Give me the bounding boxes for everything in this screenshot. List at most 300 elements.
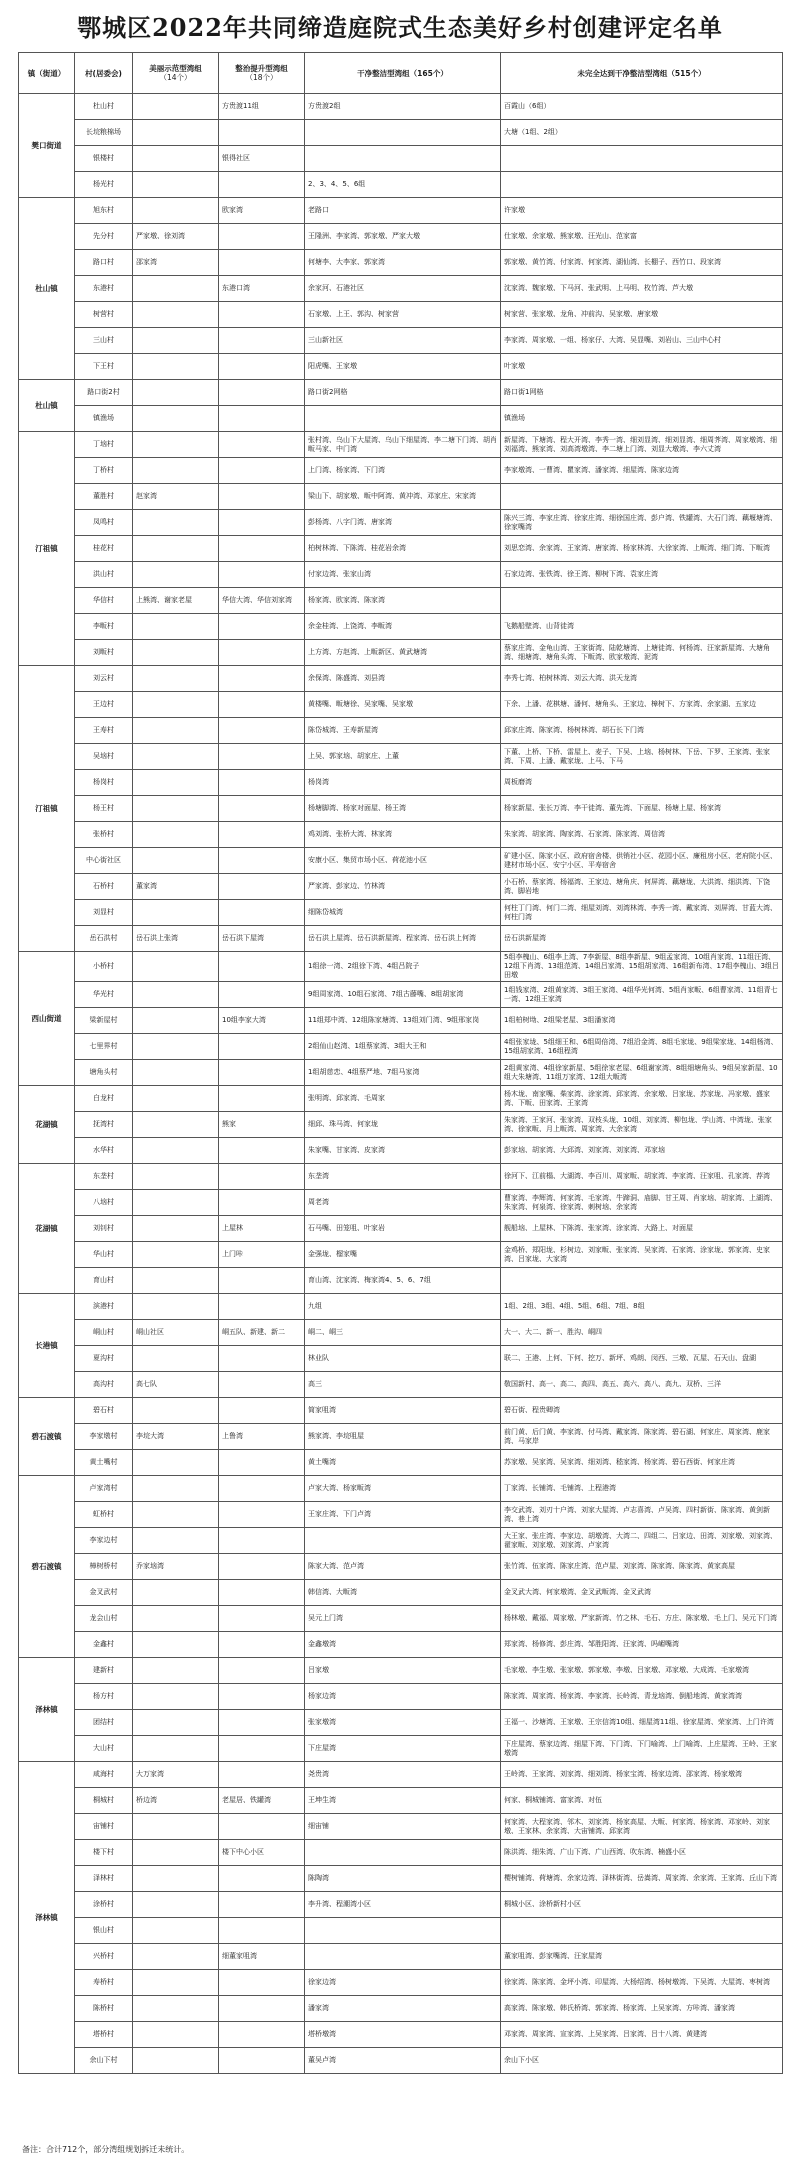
clean-type-cell: 付家边湾、张家山湾: [305, 562, 501, 588]
upgrade-type-cell: 老屋居、铁罐湾: [219, 1788, 305, 1814]
footnote: 备注：合计712个，部分湾组规划拆迁未统计。: [22, 2145, 190, 2154]
demo-type-cell: [133, 1736, 219, 1762]
table-row: [19, 848, 783, 874]
town-cell: 汀祖镇: [19, 432, 75, 666]
village-cell: 东港村: [75, 276, 133, 302]
table-row: [19, 1788, 783, 1814]
not-clean-type-cell: 下庄屋湾、蔡家边湾、细屋下湾、下门湾、下门喻湾、上门喻湾、上庄屋湾、王岭、王家墩湾: [501, 1736, 783, 1762]
village-cell: 吴垴村: [75, 744, 133, 770]
page-title: 鄂城区2022年共同缔造庭院式生态美好乡村创建评定名单: [77, 13, 723, 42]
table-row: [19, 692, 783, 718]
upgrade-type-cell: [219, 666, 305, 692]
village-cell: 黄土嘴村: [75, 1450, 133, 1476]
village-cell: 华光村: [75, 982, 133, 1008]
table-row: [19, 1970, 783, 1996]
not-clean-type-cell: 何家湾、大程家湾、邻木、刘家湾、杨家高屋、大畈、何家湾、杨家湾、邓家岭、刘家墩、王家林、余家湾、大宙铺湾、邱家湾: [501, 1814, 783, 1840]
table-row: [19, 406, 783, 432]
not-clean-type-cell: 岳石洪新屋湾: [501, 926, 783, 952]
demo-type-cell: 岳石洪上张湾: [133, 926, 219, 952]
table-row: [19, 302, 783, 328]
table-row: [19, 1294, 783, 1320]
not-clean-type-cell: 金叉武大湾、何家墩湾、金叉武畈湾、金叉武湾: [501, 1580, 783, 1606]
upgrade-type-cell: [219, 692, 305, 718]
not-clean-type-cell: 郑家湾、杨修湾、彭庄湾、邹胜阳湾、汪家湾、吗嵋嘴湾: [501, 1632, 783, 1658]
demo-type-cell: [133, 1606, 219, 1632]
upgrade-type-cell: [219, 1762, 305, 1788]
demo-type-cell: [133, 1996, 219, 2022]
not-clean-type-cell: [501, 484, 783, 510]
village-cell: 中心街社区: [75, 848, 133, 874]
clean-type-cell: [305, 1528, 501, 1554]
town-cell: 花湖镇: [19, 1086, 75, 1164]
demo-type-cell: [133, 1034, 219, 1060]
town-cell: 西山街道: [19, 952, 75, 1086]
table-body: [19, 94, 783, 2074]
table-row: [19, 562, 783, 588]
demo-type-cell: [133, 1476, 219, 1502]
clean-type-cell: 潘家湾: [305, 1996, 501, 2022]
clean-type-cell: 张家墩湾: [305, 1710, 501, 1736]
village-cell: 路口街2村: [75, 380, 133, 406]
upgrade-type-cell: [219, 1502, 305, 1528]
village-cell: 华信村: [75, 588, 133, 614]
village-cell: 杨王村: [75, 796, 133, 822]
upgrade-type-cell: [219, 380, 305, 406]
not-clean-type-cell: 陈兴三湾、李家庄湾、徐家庄湾、细徐国庄湾、彭户湾、铁罐湾、大石门湾、藕堰塘湾、徐家嘴湾: [501, 510, 783, 536]
clean-type-cell: 三山新社区: [305, 328, 501, 354]
village-cell: 泽林村: [75, 1866, 133, 1892]
clean-type-cell: 塔桥墩湾: [305, 2022, 501, 2048]
table-row: [19, 1632, 783, 1658]
upgrade-type-cell: 方贵渡11组: [219, 94, 305, 120]
clean-type-cell: 上吴、郭家垴、胡家庄、上董: [305, 744, 501, 770]
clean-type-cell: 梁山下、胡家墩、畈中阿湾、黄冲湾、邓家庄、宋家湾: [305, 484, 501, 510]
not-clean-type-cell: 杨林墩、戴福、周家墩、严家新湾、竹之林、毛石、方庄、陈家墩、毛上门、吴元下门湾: [501, 1606, 783, 1632]
village-cell: 洪山村: [75, 562, 133, 588]
not-clean-type-cell: 路口街1网格: [501, 380, 783, 406]
table-row: [19, 1034, 783, 1060]
table-row: [19, 1112, 783, 1138]
village-cell: 三山村: [75, 328, 133, 354]
not-clean-type-cell: 李家墩湾、一曹湾、瞿家湾、潘家湾、细屋湾、陈家边湾: [501, 458, 783, 484]
clean-type-cell: 上方湾、方赵湾、上畈新区、黄武塘湾: [305, 640, 501, 666]
village-cell: 镇渔场: [75, 406, 133, 432]
clean-type-cell: 熊家湾、李垸咀屋: [305, 1424, 501, 1450]
village-cell: 余山下村: [75, 2048, 133, 2074]
village-cell: 桐城村: [75, 1788, 133, 1814]
not-clean-type-cell: 李家湾、周家墩、一组、杨家仔、大湾、吴显嘴、刘岩山、三山中心村: [501, 328, 783, 354]
upgrade-type-cell: [219, 250, 305, 276]
demo-type-cell: [133, 1814, 219, 1840]
not-clean-type-cell: 蔡家庄湾、金龟山湾、王家街湾、陆乾塘湾、上塘徒湾、何杨湾、汪家新屋湾、大塘角湾、细塘湾、塘角头湾、下畈湾、欧家墩湾、泥湾: [501, 640, 783, 666]
table-row: [19, 1762, 783, 1788]
upgrade-type-cell: [219, 510, 305, 536]
clean-type-cell: [305, 120, 501, 146]
demo-type-cell: [133, 848, 219, 874]
demo-type-cell: [133, 302, 219, 328]
table-row: [19, 718, 783, 744]
table-row: [19, 614, 783, 640]
upgrade-type-cell: [219, 1528, 305, 1554]
clean-type-cell: [305, 406, 501, 432]
upgrade-type-cell: 岳石洪下屋湾: [219, 926, 305, 952]
upgrade-type-cell: [219, 1138, 305, 1164]
demo-type-cell: [133, 1346, 219, 1372]
clean-type-cell: 11组郑中湾、12组陈家塘湾、13组刘门湾、9组邢家岗: [305, 1008, 501, 1034]
demo-type-cell: [133, 952, 219, 982]
not-clean-type-cell: 邓家湾、周家湾、宣家湾、上吴家湾、吕家湾、吕十八湾、黄建湾: [501, 2022, 783, 2048]
table-row: [19, 1866, 783, 1892]
table-row: [19, 432, 783, 458]
demo-type-cell: 上熊湾、谢家老屋: [133, 588, 219, 614]
upgrade-type-cell: [219, 1970, 305, 1996]
upgrade-type-cell: 上鲁湾: [219, 1424, 305, 1450]
not-clean-type-cell: 何柱丁门湾、何门二湾、细屋刘湾、刘湾林湾、李秀一湾、戴家湾、刘屏湾、甘蓝大湾、何柱门湾: [501, 900, 783, 926]
clean-type-cell: 余金桂湾、上饶湾、李畈湾: [305, 614, 501, 640]
not-clean-type-cell: 朱家湾、王家河、张家湾、双枝头垅、10组、刘家湾、柳包垅、学山湾、中湾垅、张家湾、徐家畈、月上畈湾、周家湾、大余家湾: [501, 1112, 783, 1138]
village-cell: 金叉武村: [75, 1580, 133, 1606]
header-town: 镇（街道）: [19, 53, 75, 94]
table-row: [19, 1658, 783, 1684]
clean-type-cell: 鸡刘湾、张桥大湾、林家湾: [305, 822, 501, 848]
demo-type-cell: [133, 822, 219, 848]
clean-type-cell: 王隆洲、李家湾、郭家墩、严家大墩: [305, 224, 501, 250]
table-row: [19, 1502, 783, 1528]
upgrade-type-cell: 熊家: [219, 1112, 305, 1138]
table-header-row: [19, 53, 783, 94]
village-cell: 樟树桥村: [75, 1554, 133, 1580]
demo-type-cell: [133, 120, 219, 146]
demo-type-cell: [133, 1008, 219, 1034]
not-clean-type-cell: 大塘（1组、2组）: [501, 120, 783, 146]
demo-type-cell: [133, 1190, 219, 1216]
not-clean-type-cell: 树家营、张家墩、龙角、冲前沟、吴家墩、唐家墩: [501, 302, 783, 328]
upgrade-type-cell: [219, 1476, 305, 1502]
not-clean-type-cell: 下董、上桥、下桥、雷屋上、麦子、下吴、上垴、杨树林、下岳、下罗、王家湾、张家湾、下周、上潘、戴家垅、上马、下马: [501, 744, 783, 770]
upgrade-type-cell: [219, 354, 305, 380]
upgrade-type-cell: [219, 1060, 305, 1086]
village-cell: 建新村: [75, 1658, 133, 1684]
upgrade-type-cell: [219, 952, 305, 982]
upgrade-type-cell: [219, 1450, 305, 1476]
not-clean-type-cell: 4组张家垅、5组细王和、6组周倍湾、7组沿金湾、8组毛家垅、9组梁家垅、14组杨湾、15组胡家湾、16组程湾: [501, 1034, 783, 1060]
village-cell: 刘显村: [75, 900, 133, 926]
village-cell: 梁新屋村: [75, 1008, 133, 1034]
clean-type-cell: 柏树林湾、下陈湾、桂花岩余湾: [305, 536, 501, 562]
not-clean-type-cell: 下余、上潘、花棋塘、潘何、塘角头、王家边、樟树下、方家湾、余家湖、五家边: [501, 692, 783, 718]
table-row: [19, 796, 783, 822]
village-cell: 兴桥村: [75, 1944, 133, 1970]
village-cell: 丁桥村: [75, 458, 133, 484]
table-row: [19, 588, 783, 614]
clean-type-cell: 黄土嘴湾: [305, 1450, 501, 1476]
table-row: [19, 1242, 783, 1268]
demo-type-cell: 邵家湾: [133, 250, 219, 276]
demo-type-cell: [133, 1658, 219, 1684]
clean-type-cell: 老路口: [305, 198, 501, 224]
upgrade-type-cell: [219, 302, 305, 328]
evaluation-table: [18, 52, 783, 2074]
town-cell: 碧石渡镇: [19, 1476, 75, 1658]
upgrade-type-cell: [219, 120, 305, 146]
village-cell: 丁垴村: [75, 432, 133, 458]
village-cell: 刘畈村: [75, 640, 133, 666]
not-clean-type-cell: 陈家湾、周家湾、杨家湾、李家湾、长岭湾、青龙垴湾、倒船地湾、黄家湾湾: [501, 1684, 783, 1710]
clean-type-cell: 余保湾、陈盛湾、刘县湾: [305, 666, 501, 692]
village-cell: 刘云村: [75, 666, 133, 692]
village-cell: 旭东村: [75, 198, 133, 224]
table-row: [19, 1554, 783, 1580]
table-row: [19, 1918, 783, 1944]
table-row: [19, 982, 783, 1008]
clean-type-cell: 林业队: [305, 1346, 501, 1372]
table-row: [19, 120, 783, 146]
table-row: [19, 1060, 783, 1086]
header-demo-type-label: 美丽示范型湾组: [149, 64, 202, 73]
village-cell: 长垸粮棉场: [75, 120, 133, 146]
upgrade-type-cell: [219, 848, 305, 874]
table-row: [19, 1268, 783, 1294]
demo-type-cell: [133, 1918, 219, 1944]
table-row: [19, 1398, 783, 1424]
table-row: [19, 1008, 783, 1034]
demo-type-cell: [133, 354, 219, 380]
clean-type-cell: 杨家湾、欧家湾、陈家湾: [305, 588, 501, 614]
demo-type-cell: 严家墩、徐刘湾: [133, 224, 219, 250]
table-row: [19, 1476, 783, 1502]
table-row: [19, 1424, 783, 1450]
upgrade-type-cell: [219, 1034, 305, 1060]
clean-type-cell: 何塘李、大李家、郭家湾: [305, 250, 501, 276]
not-clean-type-cell: 邱家庄湾、陈家湾、杨树林湾、胡石长下门湾: [501, 718, 783, 744]
clean-type-cell: 王家庄湾、下门卢湾: [305, 1502, 501, 1528]
upgrade-type-cell: [219, 744, 305, 770]
not-clean-type-cell: 杨家新屋、张长万湾、李干徒湾、董先湾、下面屋、杨塘上屋、杨家湾: [501, 796, 783, 822]
upgrade-type-cell: [219, 536, 305, 562]
not-clean-type-cell: 碧石街、程贵卿湾: [501, 1398, 783, 1424]
demo-type-cell: 大万家湾: [133, 1762, 219, 1788]
not-clean-type-cell: 王岭湾、王家湾、刘家湾、细刘湾、杨家宝湾、杨家边湾、邵家湾、杨家墩湾: [501, 1762, 783, 1788]
demo-type-cell: [133, 562, 219, 588]
clean-type-cell: 金鑫墩湾: [305, 1632, 501, 1658]
not-clean-type-cell: 陈洪湾、细朱湾、广山下湾、广山西湾、吹东湾、楠盛小区: [501, 1840, 783, 1866]
village-cell: 董胜村: [75, 484, 133, 510]
clean-type-cell: [305, 1944, 501, 1970]
not-clean-type-cell: 桐城小区、涂桥新村小区: [501, 1892, 783, 1918]
clean-type-cell: 杨家边湾: [305, 1684, 501, 1710]
table-row: [19, 1450, 783, 1476]
village-cell: 银楼村: [75, 146, 133, 172]
table-row: [19, 458, 783, 484]
clean-type-cell: 细陈岱城湾: [305, 900, 501, 926]
demo-type-cell: [133, 718, 219, 744]
upgrade-type-cell: 细董家咀湾: [219, 1944, 305, 1970]
upgrade-type-cell: [219, 770, 305, 796]
clean-type-cell: 安康小区、集贸市场小区、荷花池小区: [305, 848, 501, 874]
village-cell: 杨方村: [75, 1684, 133, 1710]
not-clean-type-cell: 仕家墩、余家墩、熊家墩、汪光山、范家富: [501, 224, 783, 250]
not-clean-type-cell: 新屋湾、下塘湾、程大开湾、李秀一湾、细刘显湾、细刘显湾、细周荠湾、周家墩湾、细刘福湾、熊家湾、刘高湾墩湾、李二塘上门湾、刘显大墩湾、李六丈湾: [501, 432, 783, 458]
clean-type-cell: 吴元上门湾: [305, 1606, 501, 1632]
not-clean-type-cell: 沈家湾、魏家墩、下马河、张武明、上马明、枚竹湾、芦大墩: [501, 276, 783, 302]
upgrade-type-cell: [219, 1658, 305, 1684]
not-clean-type-cell: 百霞山（6组）: [501, 94, 783, 120]
table-row: [19, 1944, 783, 1970]
upgrade-type-cell: [219, 1606, 305, 1632]
clean-type-cell: 吕家墩: [305, 1658, 501, 1684]
village-cell: 华山村: [75, 1242, 133, 1268]
clean-type-cell: 九组: [305, 1294, 501, 1320]
upgrade-type-cell: [219, 328, 305, 354]
town-cell: 汀祖镇: [19, 666, 75, 952]
clean-type-cell: 王坤生湾: [305, 1788, 501, 1814]
clean-type-cell: 杨塘脚湾、杨家对面屋、杨王湾: [305, 796, 501, 822]
upgrade-type-cell: [219, 1554, 305, 1580]
clean-type-cell: 石马嘴、田笼咀、叶家岩: [305, 1216, 501, 1242]
demo-type-cell: [133, 406, 219, 432]
village-cell: 碧石村: [75, 1398, 133, 1424]
upgrade-type-cell: [219, 484, 305, 510]
village-cell: 育山村: [75, 1268, 133, 1294]
upgrade-type-cell: 上门咔: [219, 1242, 305, 1268]
clean-type-cell: 高三: [305, 1372, 501, 1398]
table-row: [19, 1710, 783, 1736]
demo-type-cell: [133, 1840, 219, 1866]
town-cell: 泽林镇: [19, 1658, 75, 1762]
not-clean-type-cell: 王福一、沙塘湾、王家墩、王宗信湾10组、细屋湾11组、徐家屋湾、荣家湾、上门许湾: [501, 1710, 783, 1736]
village-cell: 王寿村: [75, 718, 133, 744]
demo-type-cell: [133, 1710, 219, 1736]
demo-type-cell: 高七队: [133, 1372, 219, 1398]
upgrade-type-cell: [219, 562, 305, 588]
demo-type-cell: [133, 510, 219, 536]
village-cell: 宙铺村: [75, 1814, 133, 1840]
table-row: [19, 1606, 783, 1632]
village-cell: 桂花村: [75, 536, 133, 562]
village-cell: 峒山村: [75, 1320, 133, 1346]
village-cell: 金鑫村: [75, 1632, 133, 1658]
table-row: [19, 354, 783, 380]
table-row: [19, 900, 783, 926]
village-cell: 树营村: [75, 302, 133, 328]
demo-type-cell: [133, 1398, 219, 1424]
upgrade-type-cell: [219, 2048, 305, 2074]
table-row: [19, 94, 783, 120]
demo-type-cell: 李垸大湾: [133, 1424, 219, 1450]
not-clean-type-cell: 李交武湾、刘刃十户湾、刘家大屋湾、卢志喜湾、卢吴湾、四村新街、陈家湾、黄剑新湾、巷上湾: [501, 1502, 783, 1528]
table-row: [19, 172, 783, 198]
table-row: [19, 1684, 783, 1710]
upgrade-type-cell: 上屋林: [219, 1216, 305, 1242]
clean-type-cell: 东垄湾: [305, 1164, 501, 1190]
not-clean-type-cell: 飞鹅船壁湾、山背徒湾: [501, 614, 783, 640]
not-clean-type-cell: 徐河下、江前榻、大湖湾、李百川、周家畈、胡家湾、李家湾、汪家咀、孔家湾、荐湾: [501, 1164, 783, 1190]
demo-type-cell: 峒山社区: [133, 1320, 219, 1346]
demo-type-cell: [133, 1684, 219, 1710]
table-row: [19, 952, 783, 982]
header-clean-type: 干净整洁型湾组（165个）: [305, 53, 501, 94]
upgrade-type-cell: [219, 1372, 305, 1398]
not-clean-type-cell: [501, 1918, 783, 1944]
demo-type-cell: [133, 380, 219, 406]
clean-type-cell: 路口街2网格: [305, 380, 501, 406]
not-clean-type-cell: 曹家湾、李辉湾、何家湾、毛家湾、牛蹄洞、庙脚、甘王周、肖家垴、胡家湾、上湖湾、朱家湾、何泉湾、徐家湾、刺树垴、余家湾: [501, 1190, 783, 1216]
village-cell: 卢家湾村: [75, 1476, 133, 1502]
table-row: [19, 510, 783, 536]
village-cell: 楼下村: [75, 1840, 133, 1866]
clean-type-cell: 彭杨湾、八字门湾、唐家湾: [305, 510, 501, 536]
not-clean-type-cell: 金鸡桥、郑阳垅、杉树边、刘家畈、张家湾、吴家湾、石家湾、涂家垅、郭家湾、史家湾、吕家垅、大家湾: [501, 1242, 783, 1268]
village-cell: 小桥村: [75, 952, 133, 982]
demo-type-cell: [133, 666, 219, 692]
clean-type-cell: 金强垅、榴家嘴: [305, 1242, 501, 1268]
not-clean-type-cell: 大一、大二、新一、胜沟、峒四: [501, 1320, 783, 1346]
clean-type-cell: 方贵渡2组: [305, 94, 501, 120]
table-row: [19, 640, 783, 666]
clean-type-cell: 董吴卢湾: [305, 2048, 501, 2074]
clean-type-cell: 李升湾、程潮湾小区: [305, 1892, 501, 1918]
clean-type-cell: 育山湾、沈家湾、梅家湾4、5、6、7组: [305, 1268, 501, 1294]
table-row: [19, 536, 783, 562]
not-clean-type-cell: 1组钱家湾、2组黄家湾、3组王家湾、4组华光何湾、5组肖家畈、6组曹家湾、11组青七一湾、12组王家湾: [501, 982, 783, 1008]
village-cell: 李畈村: [75, 614, 133, 640]
town-cell: 花湖镇: [19, 1164, 75, 1294]
not-clean-type-cell: 彭家垴、胡家湾、大邱湾、刘家湾、刘家湾、邓家垴: [501, 1138, 783, 1164]
upgrade-type-cell: [219, 1398, 305, 1424]
header-village: 村(居委会): [75, 53, 133, 94]
table-row: [19, 1216, 783, 1242]
demo-type-cell: [133, 692, 219, 718]
clean-type-cell: [305, 1840, 501, 1866]
clean-type-cell: 杨岗湾: [305, 770, 501, 796]
village-cell: 李家边村: [75, 1528, 133, 1554]
not-clean-type-cell: 周板磨湾: [501, 770, 783, 796]
upgrade-type-cell: 峒五队、新建、新二: [219, 1320, 305, 1346]
not-clean-type-cell: 小石桥、蔡家湾、杨福湾、王家边、塘角庆、何屏湾、藕塘垅、大洪湾、细洪湾、下饶湾、脚岩地: [501, 874, 783, 900]
table-row: [19, 1372, 783, 1398]
table-row: [19, 1190, 783, 1216]
village-cell: 八垴村: [75, 1190, 133, 1216]
village-cell: 龙会山村: [75, 1606, 133, 1632]
not-clean-type-cell: 许家墩: [501, 198, 783, 224]
upgrade-type-cell: 楼下中心小区: [219, 1840, 305, 1866]
village-cell: 七里界村: [75, 1034, 133, 1060]
upgrade-type-cell: 东港口湾: [219, 276, 305, 302]
upgrade-type-cell: [219, 1710, 305, 1736]
upgrade-type-cell: [219, 1580, 305, 1606]
table-row: [19, 2022, 783, 2048]
not-clean-type-cell: 前门黄、后门黄、李家湾、付马湾、戴家湾、陈家湾、碧石湖、何家庄、周家湾、鹿家湾、马家岸: [501, 1424, 783, 1450]
not-clean-type-cell: [501, 146, 783, 172]
demo-type-cell: [133, 1294, 219, 1320]
not-clean-type-cell: 樱树铺湾、荷塘湾、余家边湾、泽林街湾、岳嵩湾、周家湾、余家湾、王家湾、丘山下湾: [501, 1866, 783, 1892]
demo-type-cell: [133, 900, 219, 926]
village-cell: 银山村: [75, 1918, 133, 1944]
town-cell: 杜山镇: [19, 198, 75, 380]
clean-type-cell: 余家河、石港社区: [305, 276, 501, 302]
table-row: [19, 1840, 783, 1866]
town-cell: 碧石渡镇: [19, 1398, 75, 1476]
not-clean-type-cell: 5组李槐山、6组李上湾、7李新屋、8组李新屋、9组孟家湾、10组肖家湾、11组汪湾、12组下肖湾、13组范湾、14组吕家湾、15组胡家湾、16组新布湾、17组李槐山、3组吕田墩: [501, 952, 783, 982]
upgrade-type-cell: [219, 640, 305, 666]
not-clean-type-cell: 朱家湾、胡家湾、陶家湾、石家湾、陈家湾、周信湾: [501, 822, 783, 848]
demo-type-cell: [133, 1164, 219, 1190]
upgrade-type-cell: [219, 1086, 305, 1112]
demo-type-cell: [133, 1450, 219, 1476]
village-cell: 高沟村: [75, 1372, 133, 1398]
header-demo-type-count: （14个）: [159, 73, 192, 82]
not-clean-type-cell: 徐家湾、陈家湾、金坪小湾、印屋湾、大杨绍湾、杨树墩湾、下吴湾、大屋湾、枣树湾: [501, 1970, 783, 1996]
